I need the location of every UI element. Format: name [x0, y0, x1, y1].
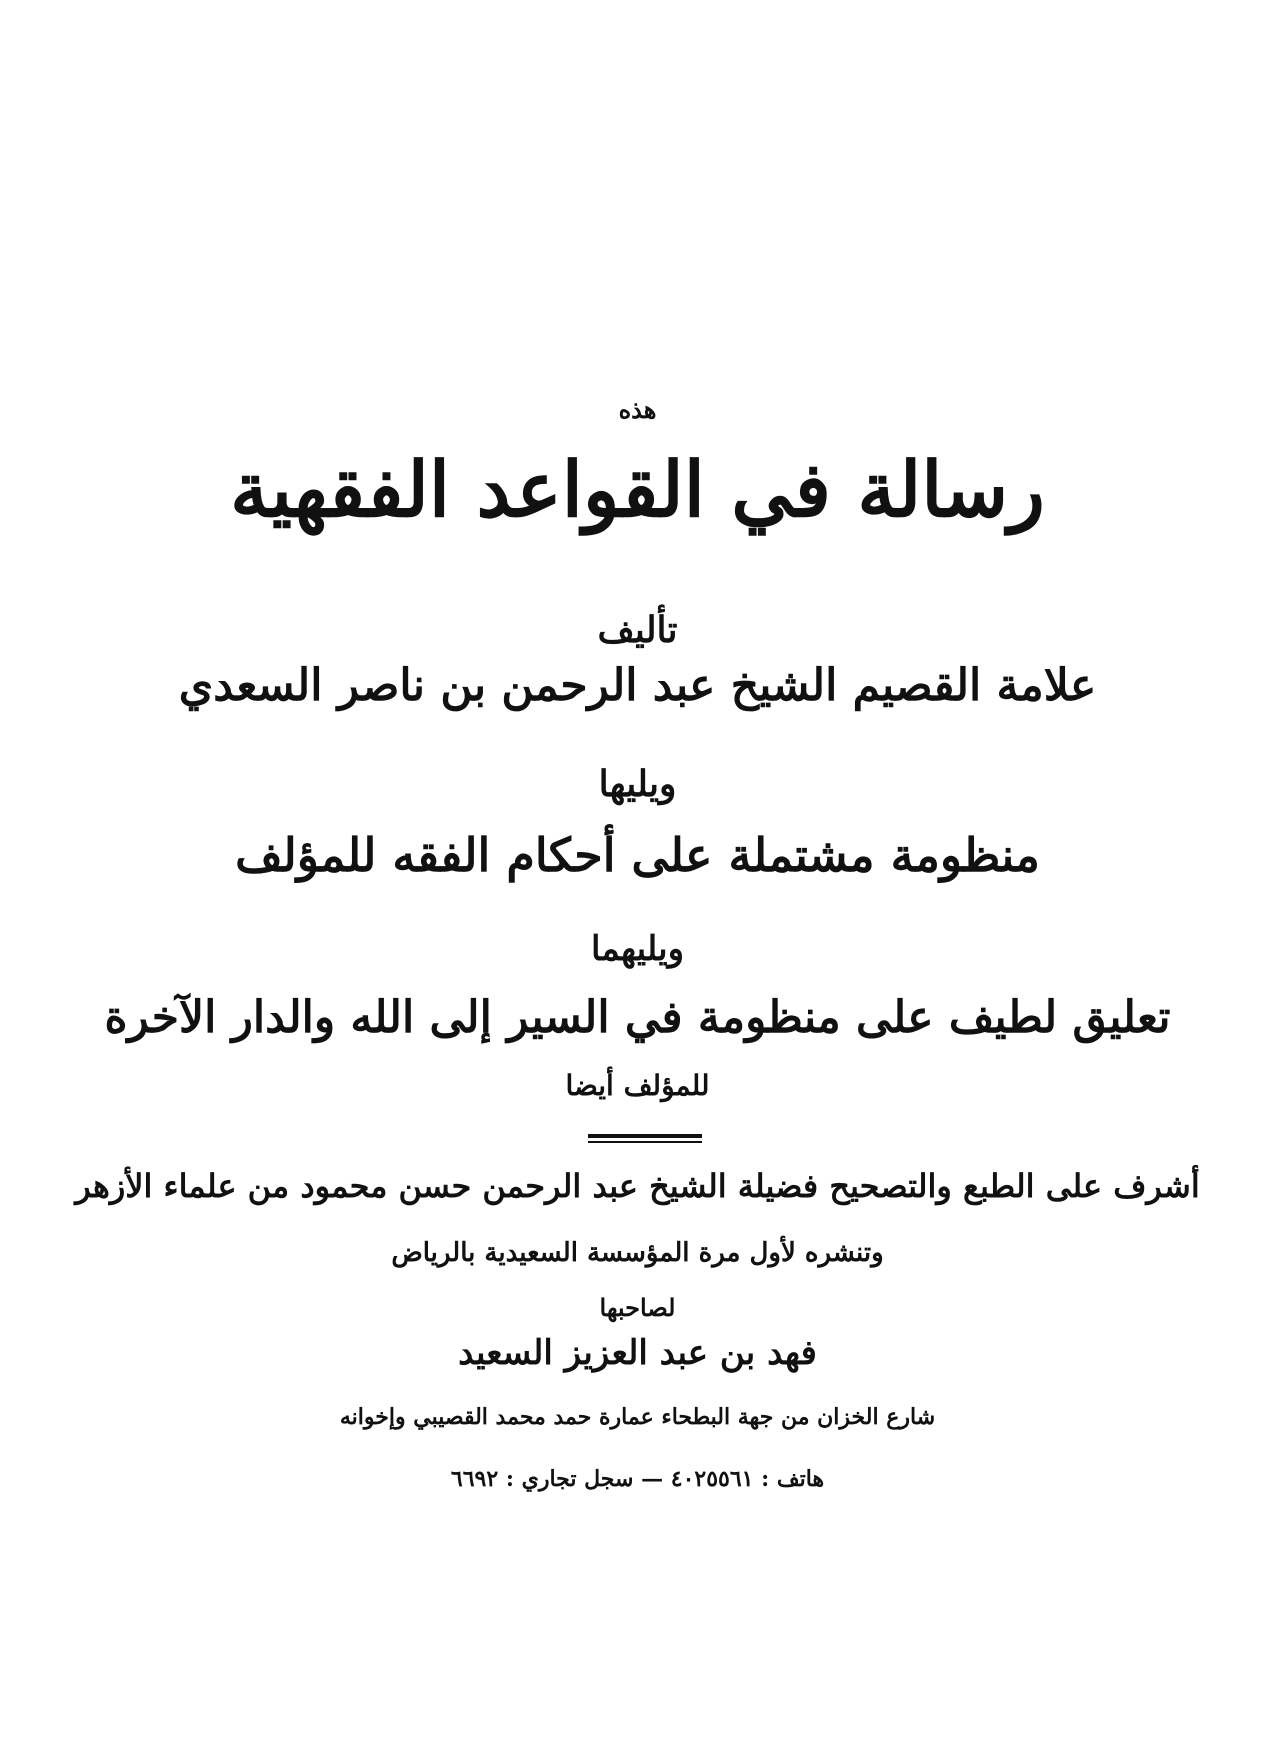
by-author-also: للمؤلف أيضا	[565, 1069, 710, 1102]
owner-label: لصاحبها	[599, 1293, 676, 1322]
phone-and-registry: هاتف : ٤٠٢٥٥٦١ — سجل تجاري : ٦٦٩٢	[450, 1466, 825, 1492]
separator-rule	[588, 1134, 702, 1143]
authorship-label: تأليف	[597, 609, 678, 651]
supervision-note: أشرف على الطبع والتصحيح فضيلة الشيخ عبد الرحمن حسن محمود من علماء الأزهر	[75, 1167, 1200, 1205]
publisher-note: وتنشره لأول مرة المؤسسة السعيدية بالرياض	[391, 1238, 884, 1268]
publisher-address: شارع الخزان من جهة البطحاء عمارة حمد محمد القصيبي وإخوانه	[339, 1404, 936, 1430]
followed-by-label: ويليها	[598, 763, 677, 805]
book-title: رسالة في القواعد الفقهية	[230, 445, 1045, 534]
intro-word: هذه	[618, 395, 657, 424]
owner-name: فهد بن عبد العزيز السعيد	[458, 1333, 817, 1373]
poem-title: منظومة مشتملة على أحكام الفقه للمؤلف	[235, 828, 1040, 882]
commentary-title: تعليق لطيف على منظومة في السير إلى الله والدار الآخرة	[104, 992, 1171, 1043]
followed-by-label-2: ويليهما	[590, 929, 685, 969]
author-name: علامة القصيم الشيخ عبد الرحمن بن ناصر السعدي	[178, 660, 1097, 711]
